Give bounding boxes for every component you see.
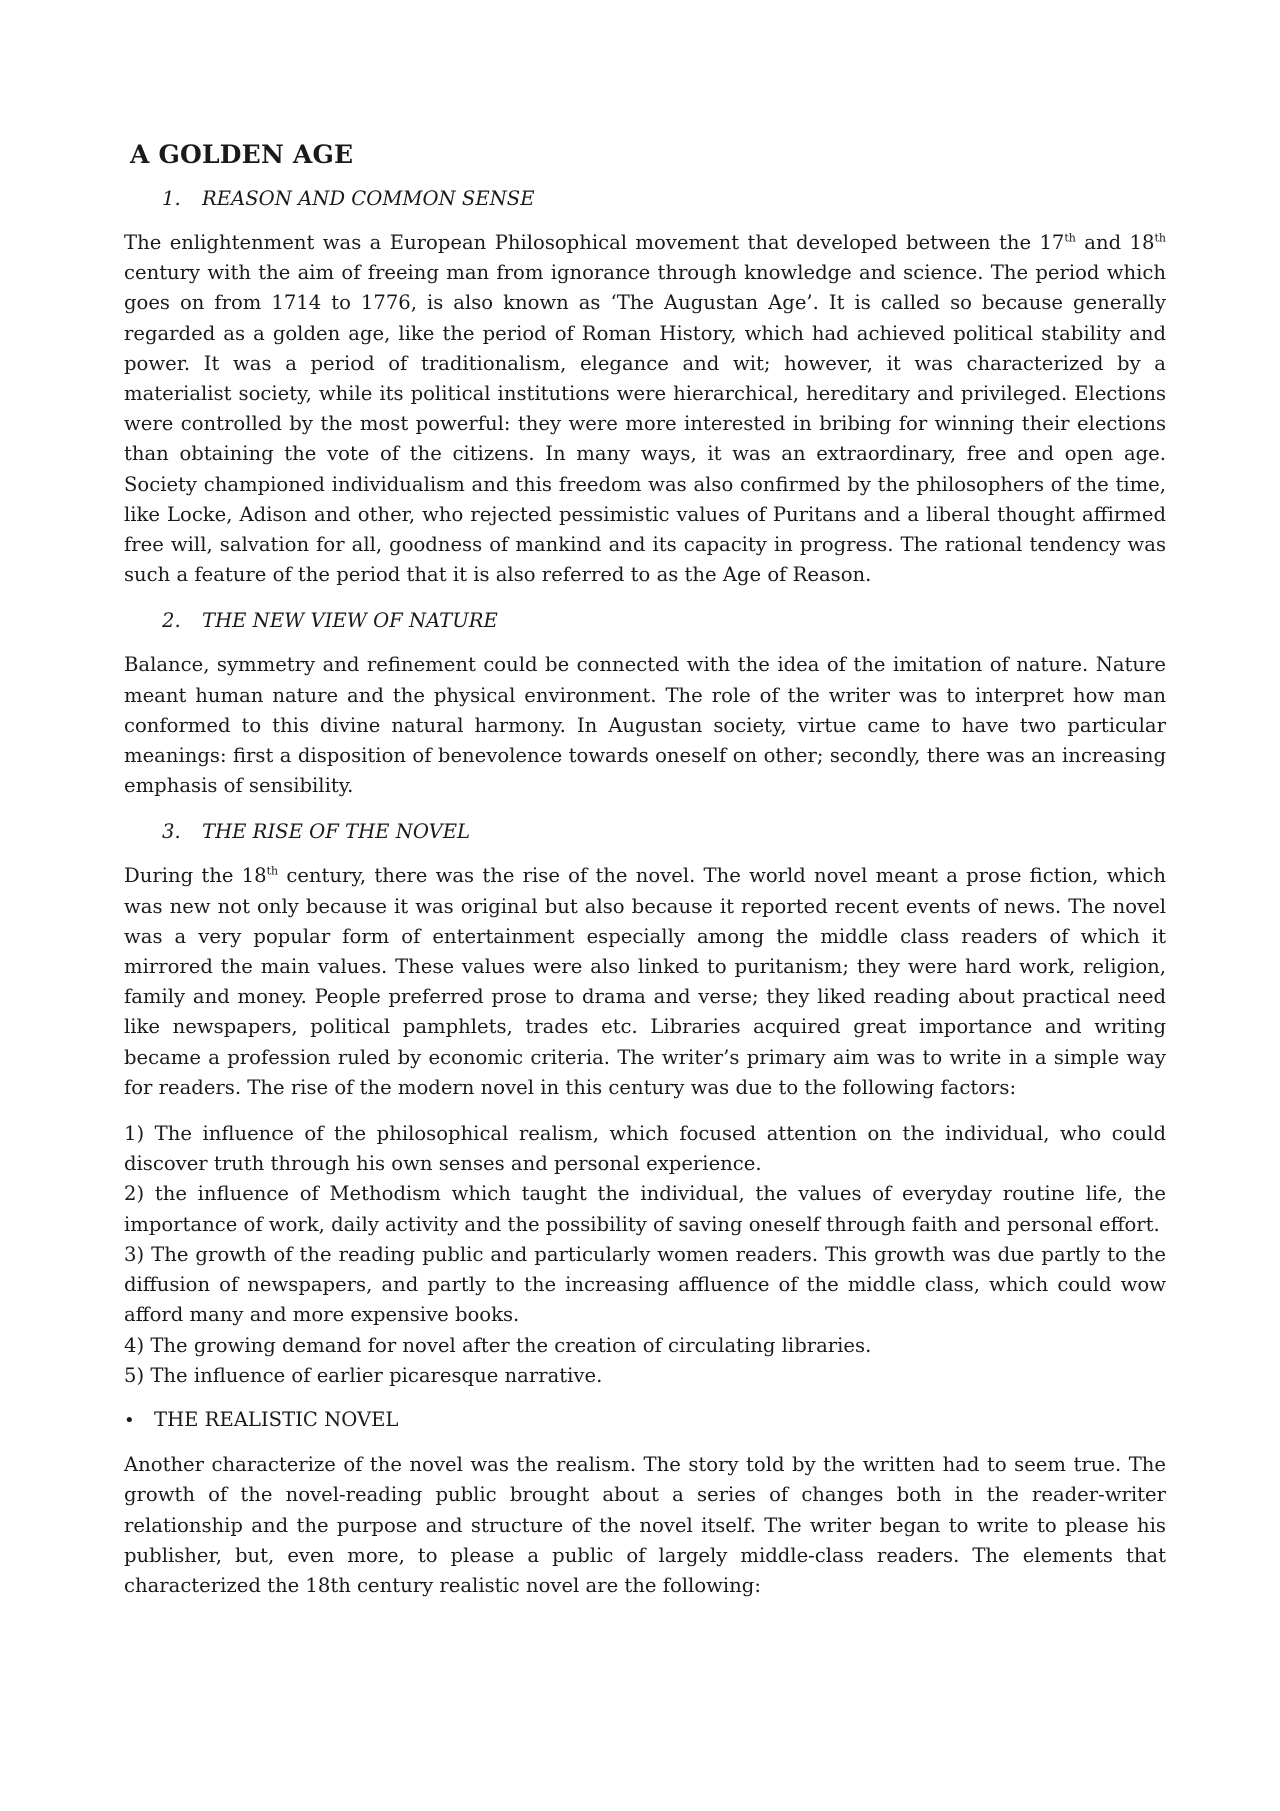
list-item: 2) the influence of Methodism which taught the individual, the values of everyday routine life, the importance of work, daily activity and the possibility of saving oneself through faith and personal effort.	[124, 1182, 1166, 1236]
paragraph-text: During the 18	[124, 864, 267, 888]
bullet-heading-realistic	[124, 1405, 1166, 1436]
section-number: 1.	[162, 187, 181, 210]
bullet-icon: •	[124, 1409, 135, 1431]
document-page	[124, 140, 1166, 1617]
superscript: th	[266, 864, 279, 878]
paragraph-text: The enlightenment was a European Philosophical movement that developed between the 17	[124, 231, 1065, 254]
paragraph-text: and 18	[1075, 231, 1155, 254]
list-item: 1) The influence of the philosophical realism, which focused attention on the individual, who could discover truth through his own senses and personal experience.	[124, 1122, 1166, 1176]
list-item: 4) The growing demand for novel after the creation of circulating libraries.	[124, 1333, 872, 1357]
section-heading-novel	[124, 817, 1166, 847]
paragraph-enlightenment	[124, 228, 1166, 590]
superscript: th	[1154, 231, 1166, 245]
list-item: 3) The growth of the reading public and particularly women readers. This growth was due partly to the diffusion of newspapers, and partly to the increasing affluence of the middle class, which could wow afford many and more expensive books.	[124, 1242, 1166, 1327]
factors-list	[124, 1119, 1166, 1391]
paragraph-realistic: Another characterize of the novel was the realism. The story told by the written had to seem true. The growth of the novel-reading public brought about a series of changes both in the reader-writer relationship and the purpose and structure of the novel itself. The writer began to write to please his publisher, but, even more, to please a public of largely middle-class readers. The elements that characterized the 18th century realistic novel are the following:	[124, 1453, 1166, 1597]
page-title: A GOLDEN AGE	[130, 140, 354, 169]
section-title: THE NEW VIEW OF NATURE	[202, 609, 498, 633]
list-item: 5) The influence of earlier picaresque narrative.	[124, 1363, 603, 1387]
paragraph-nature: Balance, symmetry and refinement could be connected with the idea of the imitation of nature. Nature meant human nature and the physical environment. The role of the writer was to interpret how man conformed to this divine natural harmony. In Augustan society, virtue came to have two particular meanings: first a disposition of benevolence towards oneself on other; secondly, there was an increasing emphasis of sensibility.	[124, 653, 1166, 798]
section-number: 3.	[162, 820, 181, 844]
paragraph-text: century, there was the rise of the novel. The world novel meant a prose fiction, which was new not only because it was original but also because it reported recent events of news. The novel was a very popular form of entertainment especially among the middle class readers of which it mirrored the main values. These values were also linked to puritanism; they were hard work, religion, family and money. People preferred prose to drama and verse; they liked reading about practical need like newspapers, political pamphlets, trades etc. Libraries acquired great importance and writing became a profession ruled by economic criteria. The writer’s primary aim was to write in a simple way for readers. The rise of the modern novel in this century was due to the following factors:	[124, 864, 1166, 1099]
section-number: 2.	[162, 609, 181, 633]
section-heading-reason	[124, 184, 1166, 214]
superscript: th	[1064, 231, 1076, 245]
section-title: REASON AND COMMON SENSE	[202, 187, 535, 210]
paragraph-text: century with the aim of freeing man from ignorance through knowledge and science. The period which goes on from 1714 to 1776, is also known as ‘The Augustan Age’. It is called so because generally regarded as a golden age, like the period of Roman History, which had achieved political stability and power. It was a period of traditionalism, elegance and wit; however, it was characterized by a materialist society, while its political institutions were hierarchical, hereditary and privileged. Elections were controlled by the most powerful: they were more interested in bribing for winning their elections than obtaining the vote of the citizens. In many ways, it was an extraordinary, free and open age. Society championed individualism and this freedom was also confirmed by the philosophers of the time, like Locke, Adison and other, who rejected pessimistic values of Puritans and a liberal thought affirmed free will, salvation for all, goodness of mankind and its capacity in progress. The rational tendency was such a feature of the period that it is also referred to as the Age of Reason.	[124, 261, 1166, 587]
section-title: THE RISE OF THE NOVEL	[202, 820, 471, 844]
paragraph-novel	[124, 861, 1166, 1103]
section-heading-nature	[124, 606, 1166, 636]
bullet-heading-text: THE REALISTIC NOVEL	[154, 1407, 399, 1431]
